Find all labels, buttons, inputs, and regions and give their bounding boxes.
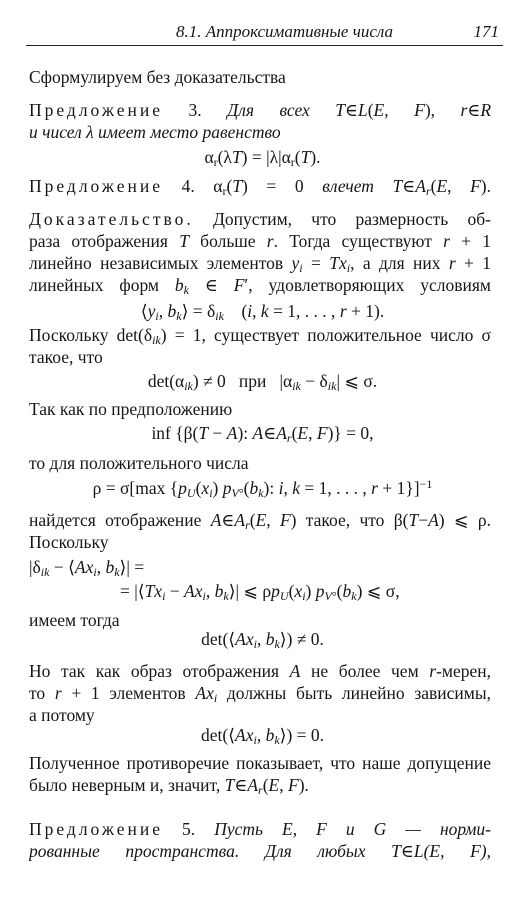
formula: = $|⟨Tx_i - Ax_i$, $b_k⟩|$ ⩽ $\rho p_U(x_i)$ $p_{V^\circ}(b_k)$ ⩽ σ, — [120, 581, 400, 602]
text-line: найдется отображение $A\in A_r(E$, F) такое, что β(T−A) ⩽ ρ. — [29, 510, 491, 531]
formula: $\det(⟨Ax_i$, $b_k⟩) \ne 0$. — [201, 629, 324, 650]
running-header — [26, 20, 503, 48]
formula: $\det(⟨Ax_i$, $b_k⟩) = 0$. — [200, 725, 325, 746]
formula: $\alpha_r(\lambda T) = |\lambda|\alpha_r(T)$. — [204, 147, 321, 168]
text-line: Поскольку — [29, 532, 109, 552]
text-line: рованные пространства. Для любых T∈L(E, F), — [29, 841, 491, 861]
text-line: Полученное противоречие показывает, что наше допущение — [29, 753, 491, 773]
text-line: линейно независимых элементов $y_i = Tx_i$, а для них r + 1 — [29, 253, 491, 274]
text-line: имеем тогда — [29, 610, 120, 630]
text-line: Сформулируем без доказательства — [29, 67, 286, 87]
text-line: раза отображения T больше r. Тогда существуют r + 1 — [29, 231, 491, 251]
formula: $\det(\alpha_{ik}) \ne 0$ при $|\alpha_{ik} - \delta_{ik}|$ ⩽ σ. — [147, 371, 378, 392]
text-line: линейных форм $b_k$ ∈ F′, удовлетворяющих условиям — [29, 275, 491, 296]
formula: $|\delta_{ik}$ − $⟨Ax_i$, $b_k⟩|$ = — [29, 557, 145, 578]
header-rule — [26, 45, 503, 46]
page-number: 171 — [473, 22, 499, 41]
text-line: было неверным и, значит, $T\in A_r(E$, F). — [29, 775, 309, 796]
text-line: Но так как образ отображения A не более чем r-мерен, — [29, 661, 491, 681]
text-line: то r + 1 элементов $Ax_i$ должны быть линейно зависимы, — [29, 683, 491, 704]
text-line: такое, что — [29, 347, 103, 367]
text-line: Предложение 5. Пусть E, F и G — норми- — [29, 819, 491, 839]
formula: ρ = σ[max {$p_U(x_i)$ $p_{V^\circ}(b_k)$: i, k = 1, . . . , r + 1}]$^{-1}$ — [92, 477, 433, 499]
formula: $⟨y_i$, $b_k⟩ = \delta_{ik}$ (i, k = 1, . . . , r + 1). — [140, 301, 385, 322]
text-line: Предложение 3. Для всех T∈L(E, F), r∈R — [29, 100, 491, 120]
section-title: 8.1. Аппроксимативные числа — [176, 22, 394, 41]
formula: inf {β(T − A): $A\in A_r(E$, F)} = 0, — [151, 423, 374, 444]
text-line: а потому — [29, 705, 95, 725]
text-line: Так как по предположению — [29, 399, 233, 419]
text-line: Поскольку $\det(\delta_{ik}) = 1$, существует положительное число σ — [29, 325, 491, 346]
text-line: и чисел λ имеет место равенство — [29, 122, 281, 142]
text-line: то для положительного числа — [29, 453, 249, 473]
text-line: Предложение 4. $\alpha_r(T) = 0$ влечет $T\in A_r(E$, F). — [29, 176, 491, 197]
text-line: Доказательство. Допустим, что размерность об- — [29, 209, 491, 229]
